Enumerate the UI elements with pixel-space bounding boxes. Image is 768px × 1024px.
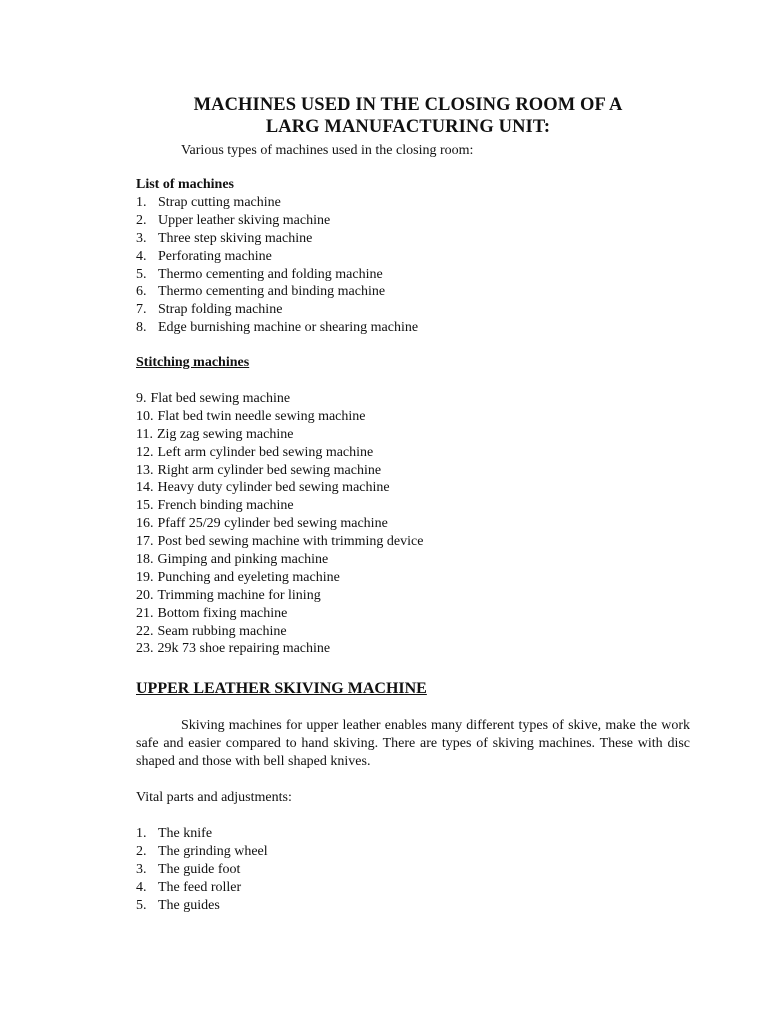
list-item-number: 1. [136, 195, 147, 210]
list-item [136, 843, 268, 861]
list-item [136, 212, 418, 230]
list-item [136, 861, 268, 879]
list-item-number: 3. [136, 861, 147, 877]
list-item-text: Trimming machine for lining [157, 587, 321, 603]
document-title-line-1: MACHINES USED IN THE CLOSING ROOM OF A [193, 95, 623, 115]
list-item [136, 408, 423, 426]
list-item-number: 19. [136, 569, 154, 585]
list-item-text: Thermo cementing and folding machine [158, 266, 383, 282]
list-item [136, 897, 268, 915]
vital-parts-list [136, 825, 268, 914]
list-item-text: Perforating machine [158, 248, 272, 264]
vital-parts-heading: Vital parts and adjustments: [136, 790, 292, 805]
list-item [136, 640, 423, 658]
list-item [136, 825, 268, 843]
section-heading: UPPER LEATHER SKIVING MACHINE [136, 680, 427, 697]
list-item [136, 444, 423, 462]
list-item-number: 12. [136, 444, 154, 460]
list-item-number: 5. [136, 266, 147, 282]
list-item-text: Heavy duty cylinder bed sewing machine [157, 480, 390, 496]
list-item-number: 1. [136, 826, 147, 841]
list-item-number: 13. [136, 462, 154, 478]
list-item-number: 21. [136, 605, 154, 621]
list-item-number: 15. [136, 498, 154, 514]
list-item-text: Flat bed twin needle sewing machine [157, 408, 366, 424]
list-item [136, 194, 418, 212]
list-item [136, 497, 423, 515]
list-item-number: 10. [136, 408, 154, 424]
list-item-text: Bottom fixing machine [157, 605, 288, 621]
list-item-text: Right arm cylinder bed sewing machine [157, 462, 382, 478]
list-item-number: 6. [136, 284, 147, 300]
list-item-number: 11. [136, 426, 153, 442]
stitching-heading: Stitching machines [136, 355, 250, 370]
list-item-text: Edge burnishing machine or shearing machine [158, 320, 419, 336]
list-item-text: Flat bed sewing machine [150, 391, 291, 406]
list-item-text: 29k 73 shoe repairing machine [157, 641, 331, 657]
list-item-number: 4. [136, 248, 147, 264]
list-item-number: 14. [136, 480, 154, 496]
list-item-text: Post bed sewing machine with trimming device [157, 534, 424, 550]
list-item-number: 3. [136, 230, 147, 246]
list-item-text: The feed roller [158, 879, 242, 895]
list-heading: List of machines [136, 177, 234, 192]
list-item-number: 4. [136, 879, 147, 895]
list-item-text: Three step skiving machine [158, 230, 313, 246]
list-item [136, 462, 423, 480]
list-item-text: Strap cutting machine [158, 195, 281, 210]
list-item [136, 605, 423, 623]
list-item-number: 23. [136, 641, 154, 657]
list-item-number: 2. [136, 212, 147, 228]
list-item-text: Pfaff 25/29 cylinder bed sewing machine [157, 516, 388, 532]
list-item-number: 17. [136, 534, 154, 550]
list-item [136, 301, 418, 319]
intro-text: Various types of machines used in the closing room: [181, 143, 474, 158]
list-item [136, 587, 423, 605]
list-item-text: French binding machine [157, 498, 294, 514]
list-item [136, 283, 418, 301]
list-item-number: 7. [136, 302, 147, 318]
list-item-text: The guides [158, 897, 220, 913]
list-item-number: 8. [136, 320, 147, 336]
list-item-number: 22. [136, 623, 154, 639]
list-item [136, 248, 418, 266]
document-title-line-2: LARG MANUFACTURING UNIT: [265, 117, 551, 137]
list-item [136, 879, 268, 897]
list-item [136, 426, 423, 444]
list-item-text: Zig zag sewing machine [156, 426, 294, 442]
list-item-number: 2. [136, 843, 147, 859]
list-item-text: Upper leather skiving machine [158, 212, 331, 228]
list-item [136, 569, 423, 587]
list-item [136, 515, 423, 533]
list-item-number: 5. [136, 897, 147, 913]
list-item-text: Gimping and pinking machine [157, 552, 329, 568]
list-item [136, 623, 423, 641]
list-item [136, 533, 423, 551]
stitching-machines-list [136, 390, 423, 658]
skiving-paragraph: Skiving machines for upper leather enables many different types of skive, make the work safe and easier compared to hand skiving. There are types of skiving machines. These with disc shaped and those with bell shaped knives. [136, 718, 690, 769]
list-item-text: Strap folding machine [158, 302, 283, 318]
list-item-number: 20. [136, 587, 154, 603]
machines-list [136, 194, 418, 337]
list-item-text: Thermo cementing and binding machine [158, 284, 386, 300]
list-item [136, 266, 418, 284]
list-item-number: 16. [136, 516, 154, 532]
list-item-text: The grinding wheel [158, 843, 268, 859]
list-item-text: Left arm cylinder bed sewing machine [157, 444, 374, 460]
list-item [136, 551, 423, 569]
list-item-text: The guide foot [158, 861, 241, 877]
list-item-text: The knife [158, 826, 213, 841]
list-item [136, 479, 423, 497]
list-item-number: 9. [136, 391, 147, 406]
list-item-text: Punching and eyeleting machine [157, 569, 340, 585]
list-item-number: 18. [136, 552, 154, 568]
list-item [136, 230, 418, 248]
list-item [136, 319, 418, 337]
list-item [136, 390, 423, 408]
list-item-text: Seam rubbing machine [157, 623, 287, 639]
